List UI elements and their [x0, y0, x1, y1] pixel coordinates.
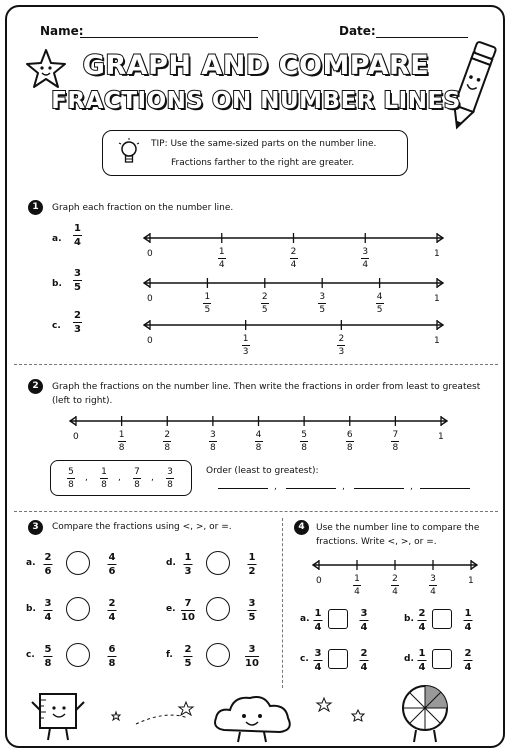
q2-tick-label-2 — [163, 430, 171, 453]
q3-item-3-left — [181, 598, 195, 623]
q1-item-0-tick-label-2 — [290, 247, 298, 270]
q4-item-1-right-numerator: 1 — [464, 608, 472, 619]
q2-tick-label-1-bar — [118, 441, 126, 442]
q4-item-2-left-bar — [314, 660, 323, 661]
q4-tick-label-1-denominator: 4 — [354, 587, 360, 597]
q3-item-1-answer-circle[interactable] — [206, 551, 230, 575]
q3-item-5-left-denominator: 5 — [184, 658, 192, 669]
q2-tick-label-5-numerator: 5 — [301, 430, 307, 440]
q4-item-2-right-bar — [360, 660, 369, 661]
q4-item-3-right — [464, 648, 473, 673]
q4-item-1-answer-box[interactable] — [432, 609, 452, 629]
q1-item-0-tick-label-1 — [218, 247, 226, 270]
q3-item-3-left-numerator: 7 — [184, 598, 192, 609]
q1-item-2-denominator: 3 — [74, 324, 81, 335]
q4-item-0-right — [360, 608, 369, 633]
q3-item-5-answer-circle[interactable] — [206, 643, 230, 667]
q2-box-fraction-2 — [133, 467, 141, 490]
q3-item-4-left-denominator: 8 — [44, 658, 52, 669]
q3-item-1-left — [184, 552, 193, 577]
order-label: Order (least to greatest): — [206, 466, 319, 476]
q1-item-1-tick-label-4-bar — [376, 303, 384, 304]
q3-item-3-right-denominator: 5 — [248, 612, 256, 623]
q1-item-0-tick-label-3-bar — [361, 258, 369, 259]
q1-item-0-denominator: 4 — [74, 237, 81, 248]
q4-item-1-right-bar — [464, 620, 473, 621]
q3-item-2-left-denominator: 4 — [44, 612, 52, 623]
q1-item-0-numerator: 1 — [74, 223, 81, 234]
q1-item-1-tick-label-2-bar — [261, 303, 269, 304]
q3-item-4-right-bar — [108, 656, 117, 657]
page-border — [5, 5, 505, 748]
section-divider-2 — [14, 511, 498, 512]
q3-item-2-letter: b. — [26, 604, 36, 614]
q1-item-1-tick-label-4-denominator: 5 — [376, 305, 383, 315]
q3-item-3-right — [248, 598, 257, 623]
q2-tick-label-2-numerator: 2 — [164, 430, 171, 440]
q4-item-1-left — [418, 608, 427, 633]
q1-item-2-tick-label-2-bar — [337, 345, 345, 346]
q4-tick-label-1-numerator: 1 — [354, 574, 360, 584]
q1-item-2-tick-label-2-numerator: 2 — [338, 334, 345, 344]
q1-item-0-tick-label-2-denominator: 4 — [290, 260, 297, 270]
q4-item-3-left-denominator: 4 — [418, 662, 426, 673]
q3-item-2-left-bar — [44, 610, 53, 611]
order-blank-2[interactable] — [354, 488, 404, 489]
q3-item-4-left-bar — [44, 656, 53, 657]
q3-item-0-letter: a. — [26, 558, 36, 568]
q1-item-2-fraction — [73, 310, 82, 335]
q3-item-4-answer-circle[interactable] — [66, 643, 90, 667]
q2-tick-label-1-numerator: 1 — [118, 430, 125, 440]
q2-box-fraction-3-denominator: 8 — [167, 480, 173, 490]
q2-tick-label-2-bar — [163, 441, 171, 442]
q1-item-2-numerator: 2 — [74, 310, 81, 321]
q1-item-0-tick-label-2-numerator: 2 — [290, 247, 297, 257]
q2-tick-label-2-denominator: 8 — [164, 443, 171, 453]
q4-item-2-left — [314, 648, 323, 673]
q3-item-4-right-numerator: 6 — [108, 644, 116, 655]
q4-item-3-left-bar — [418, 660, 427, 661]
q1-item-0-fraction — [73, 223, 82, 248]
q1-item-1-label-zero: 0 — [147, 294, 153, 304]
q1-item-1-denominator: 5 — [74, 282, 81, 293]
q2-tick-label-7-denominator: 8 — [392, 443, 399, 453]
q2-tick-label-5-denominator: 8 — [301, 443, 307, 453]
q2-tick-label-6-numerator: 6 — [346, 430, 353, 440]
q1-item-2-tick-label-2 — [337, 334, 345, 357]
q1-item-1-tick-label-4 — [376, 292, 384, 315]
q2-tick-label-1 — [118, 430, 126, 453]
q3-item-3-left-bar — [181, 610, 195, 611]
q1-item-0-tick-label-1-numerator: 1 — [218, 247, 225, 257]
q3-item-1-left-bar — [184, 564, 193, 565]
q4-item-0-answer-box[interactable] — [328, 609, 348, 629]
q3-item-5-right-bar — [245, 656, 259, 657]
q1-item-1-tick-label-1-denominator: 5 — [204, 305, 211, 315]
q1-item-1-tick-label-2-denominator: 5 — [261, 305, 268, 315]
order-comma-1: , — [342, 482, 345, 492]
q3-item-0-right-numerator: 4 — [108, 552, 116, 563]
q2-tick-label-4-bar — [255, 441, 263, 442]
q4-item-3-letter: d. — [404, 654, 414, 664]
q2-tick-label-7-bar — [391, 441, 399, 442]
q1-item-0-tick-label-3-denominator: 4 — [362, 260, 369, 270]
q3-item-2-right — [108, 598, 117, 623]
q3-item-0-right — [108, 552, 117, 577]
q2-box-fraction-1-bar — [100, 478, 108, 479]
q1-item-1-tick-label-2-numerator: 2 — [261, 292, 268, 302]
q2-box-fraction-0-bar — [67, 478, 75, 479]
q4-item-0-left-numerator: 1 — [314, 608, 322, 619]
q3-item-3-answer-circle[interactable] — [206, 597, 230, 621]
q4-item-3-right-denominator: 4 — [464, 662, 472, 673]
q2-box-fraction-1-denominator: 8 — [101, 480, 107, 490]
q4-item-0-left — [314, 608, 323, 633]
q2-box-fraction-3-bar — [166, 478, 174, 479]
q4-tick-label-3-bar — [429, 585, 437, 586]
q4-tick-label-2-bar — [391, 585, 399, 586]
q4-tick-label-2 — [391, 574, 399, 597]
q4-label-one: 1 — [468, 576, 474, 586]
q4-tick-label-3 — [429, 574, 437, 597]
q4-item-0-right-numerator: 3 — [360, 608, 368, 619]
q4-tick-label-1 — [353, 574, 361, 597]
q1-item-1-tick-label-1-bar — [203, 303, 211, 304]
fractions-to-order-box — [50, 460, 192, 496]
q3-item-3-right-bar — [248, 610, 257, 611]
q3-item-4-left — [44, 644, 53, 669]
q4-tick-label-1-bar — [353, 585, 361, 586]
q2-box-comma-0: , — [85, 473, 88, 483]
q4-item-0-right-bar — [360, 620, 369, 621]
q3-item-1-right-numerator: 1 — [248, 552, 256, 563]
q4-item-1-right — [464, 608, 473, 633]
q1-item-2-tick-label-1-denominator: 3 — [242, 347, 249, 357]
q4-item-2-left-denominator: 4 — [314, 662, 322, 673]
q2-tick-label-7-numerator: 7 — [392, 430, 399, 440]
question-2-instruction: Graph the fractions on the number line. Then write the fractions in order from least to greatest (left to right). — [52, 382, 481, 406]
q1-item-2-tick-label-1-bar — [242, 345, 250, 346]
q4-item-2-answer-box[interactable] — [328, 649, 348, 669]
q2-box-fraction-0-denominator: 8 — [68, 480, 74, 490]
tip-line1: TIP: Use the same-sized parts on the number line. — [151, 139, 377, 149]
q1-item-0-letter: a. — [52, 234, 62, 244]
q3-item-0-right-denominator: 6 — [108, 566, 116, 577]
q1-item-1-label-one: 1 — [434, 294, 440, 304]
q1-item-0-tick-label-1-denominator: 4 — [218, 260, 225, 270]
q2-box-fraction-1 — [100, 467, 108, 490]
q4-tick-label-3-numerator: 3 — [430, 574, 436, 584]
q1-item-0-label-zero: 0 — [147, 249, 153, 259]
q1-item-1-tick-label-3-bar — [318, 303, 326, 304]
page-title-line2: FRACTIONS ON NUMBER LINES — [51, 88, 461, 114]
q1-item-2-tick-label-1-numerator: 1 — [242, 334, 249, 344]
q4-item-3-answer-box[interactable] — [432, 649, 452, 669]
column-divider — [282, 518, 283, 688]
q4-item-0-right-denominator: 4 — [360, 622, 368, 633]
question-3-instruction: Compare the fractions using <, >, or =. — [52, 522, 232, 532]
q3-item-4-left-numerator: 5 — [44, 644, 52, 655]
q4-tick-label-2-denominator: 4 — [392, 587, 398, 597]
q4-item-3-right-numerator: 2 — [464, 648, 472, 659]
q2-label-zero: 0 — [73, 432, 79, 442]
tip-line2: Fractions farther to the right are greater. — [171, 158, 355, 168]
q3-item-5-left — [184, 644, 193, 669]
q3-item-0-left-bar — [44, 564, 53, 565]
q1-item-2-tick-label-2-denominator: 3 — [338, 347, 345, 357]
q3-item-1-right-denominator: 2 — [248, 566, 256, 577]
q1-item-2-label-one: 1 — [434, 336, 440, 346]
q4-item-2-letter: c. — [300, 654, 309, 664]
q1-item-1-tick-label-2 — [261, 292, 269, 315]
q1-item-1-fraction — [73, 268, 82, 293]
q4-tick-label-3-denominator: 4 — [430, 587, 436, 597]
ruler-character-icon — [30, 688, 86, 746]
q3-item-0-left-denominator: 6 — [44, 566, 52, 577]
q3-item-2-answer-circle[interactable] — [66, 597, 90, 621]
order-blank-3[interactable] — [420, 488, 470, 489]
q1-item-1-tick-label-4-numerator: 4 — [376, 292, 383, 302]
q4-item-2-left-numerator: 3 — [314, 648, 322, 659]
name-label: Name: — [40, 24, 84, 38]
q4-item-0-letter: a. — [300, 614, 310, 624]
q2-box-fraction-3-numerator: 3 — [167, 467, 173, 477]
q4-item-0-left-bar — [314, 620, 323, 621]
q2-tick-label-4-denominator: 8 — [255, 443, 262, 453]
q3-item-4-right — [108, 644, 117, 669]
q2-box-fraction-1-numerator: 1 — [101, 467, 107, 477]
q3-item-2-right-denominator: 4 — [108, 612, 116, 623]
q3-item-0-answer-circle[interactable] — [66, 551, 90, 575]
q1-item-1-letter: b. — [52, 279, 62, 289]
tip-box — [102, 130, 408, 176]
q2-tick-label-5 — [300, 430, 308, 453]
q4-item-2-right — [360, 648, 369, 673]
q4-item-3-left-numerator: 1 — [418, 648, 426, 659]
q4-tick-label-2-numerator: 2 — [392, 574, 398, 584]
q3-item-2-right-numerator: 2 — [108, 598, 116, 609]
q1-item-1-numerator: 3 — [74, 268, 81, 279]
q3-item-1-right — [248, 552, 257, 577]
q3-item-1-left-denominator: 3 — [184, 566, 192, 577]
q3-item-2-left-numerator: 3 — [44, 598, 52, 609]
q2-tick-label-7 — [391, 430, 399, 453]
q3-item-0-left-numerator: 2 — [44, 552, 52, 563]
q3-item-1-left-numerator: 1 — [184, 552, 192, 563]
q1-item-0-tick-label-3-numerator: 3 — [362, 247, 369, 257]
q4-item-3-right-bar — [464, 660, 473, 661]
section-divider-1 — [14, 364, 498, 365]
page-title-line1: GRAPH AND COMPARE — [82, 50, 430, 81]
q3-item-3-left-denominator: 10 — [181, 612, 195, 623]
q1-item-1-tick-label-1-numerator: 1 — [204, 292, 211, 302]
q2-tick-label-4-numerator: 4 — [255, 430, 262, 440]
q2-box-fraction-0-numerator: 5 — [68, 467, 74, 477]
q2-box-fraction-3 — [166, 467, 174, 490]
q4-item-0-left-denominator: 4 — [314, 622, 322, 633]
q1-item-2-bar — [73, 322, 82, 323]
q2-tick-label-3-bar — [209, 441, 217, 442]
q2-tick-label-5-bar — [300, 441, 308, 442]
q3-item-1-right-bar — [248, 564, 257, 565]
q1-item-0-tick-label-3 — [361, 247, 369, 270]
q4-item-3-left — [418, 648, 427, 673]
q2-box-comma-1: , — [118, 473, 121, 483]
q4-item-1-left-bar — [418, 620, 427, 621]
q3-item-3-right-numerator: 3 — [248, 598, 256, 609]
q3-item-5-right-numerator: 3 — [248, 644, 256, 655]
q1-item-1-tick-label-3-denominator: 5 — [319, 305, 326, 315]
q3-item-5-left-bar — [184, 656, 193, 657]
lightbulb-icon — [117, 137, 141, 171]
name-field[interactable] — [80, 37, 258, 38]
q4-item-1-left-denominator: 4 — [418, 622, 426, 633]
q2-box-fraction-2-bar — [133, 478, 141, 479]
q1-item-1-tick-label-1 — [203, 292, 211, 315]
q3-item-5-right-denominator: 10 — [245, 658, 259, 669]
question-1-instruction: Graph each fraction on the number line. — [52, 203, 234, 213]
q3-item-2-right-bar — [108, 610, 117, 611]
q3-item-2-left — [44, 598, 53, 623]
q3-item-4-letter: c. — [26, 650, 35, 660]
q2-label-one: 1 — [438, 432, 444, 442]
q3-item-0-right-bar — [108, 564, 117, 565]
question-4-number: 4 — [294, 520, 309, 535]
q1-item-2-label-zero: 0 — [147, 336, 153, 346]
q4-label-zero: 0 — [316, 576, 322, 586]
question-2-number: 2 — [28, 379, 43, 394]
q2-box-fraction-0 — [67, 467, 75, 490]
q1-item-2-letter: c. — [52, 321, 61, 331]
date-label: Date: — [339, 24, 376, 38]
q3-item-5-letter: f. — [166, 650, 173, 660]
q1-item-2-tick-label-1 — [242, 334, 250, 357]
q3-item-5-left-numerator: 2 — [184, 644, 192, 655]
q2-tick-label-3 — [209, 430, 217, 453]
order-comma-0: , — [274, 482, 277, 492]
q4-item-2-right-denominator: 4 — [360, 662, 368, 673]
q2-box-comma-2: , — [151, 473, 154, 483]
q2-tick-label-3-numerator: 3 — [210, 430, 216, 440]
q1-item-0-tick-label-1-bar — [218, 258, 226, 259]
q4-item-1-letter: b. — [404, 614, 414, 624]
question-4-instruction: Use the number line to compare the fractions. Write <, >, or =. — [316, 523, 480, 547]
q2-tick-label-6 — [346, 430, 354, 453]
q2-tick-label-1-denominator: 8 — [118, 443, 125, 453]
q3-item-0-left — [44, 552, 53, 577]
q2-box-fraction-2-denominator: 8 — [134, 480, 140, 490]
q1-item-0-label-one: 1 — [434, 249, 440, 259]
q4-item-2-right-numerator: 2 — [360, 648, 368, 659]
q2-box-fraction-2-numerator: 7 — [134, 467, 140, 477]
question-1-number: 1 — [28, 200, 43, 215]
q3-item-3-letter: e. — [166, 604, 176, 614]
q2-tick-label-4 — [255, 430, 263, 453]
order-blank-1[interactable] — [286, 488, 336, 489]
q2-tick-label-6-denominator: 8 — [346, 443, 353, 453]
order-blank-0[interactable] — [218, 488, 268, 489]
q2-tick-label-3-denominator: 8 — [210, 443, 216, 453]
star-icon — [96, 690, 416, 740]
q1-item-1-bar — [73, 280, 82, 281]
q1-item-1-tick-label-3-numerator: 3 — [319, 292, 326, 302]
q3-item-5-right — [245, 644, 259, 669]
q4-item-1-left-numerator: 2 — [418, 608, 426, 619]
q1-item-0-bar — [73, 235, 82, 236]
order-comma-2: , — [410, 482, 413, 492]
q1-item-1-tick-label-3 — [318, 292, 326, 315]
q1-item-0-tick-label-2-bar — [290, 258, 298, 259]
question-3-number: 3 — [28, 520, 43, 535]
q3-item-1-letter: d. — [166, 558, 176, 568]
q4-item-1-right-denominator: 4 — [464, 622, 472, 633]
q2-tick-label-6-bar — [346, 441, 354, 442]
q3-item-4-right-denominator: 8 — [108, 658, 116, 669]
